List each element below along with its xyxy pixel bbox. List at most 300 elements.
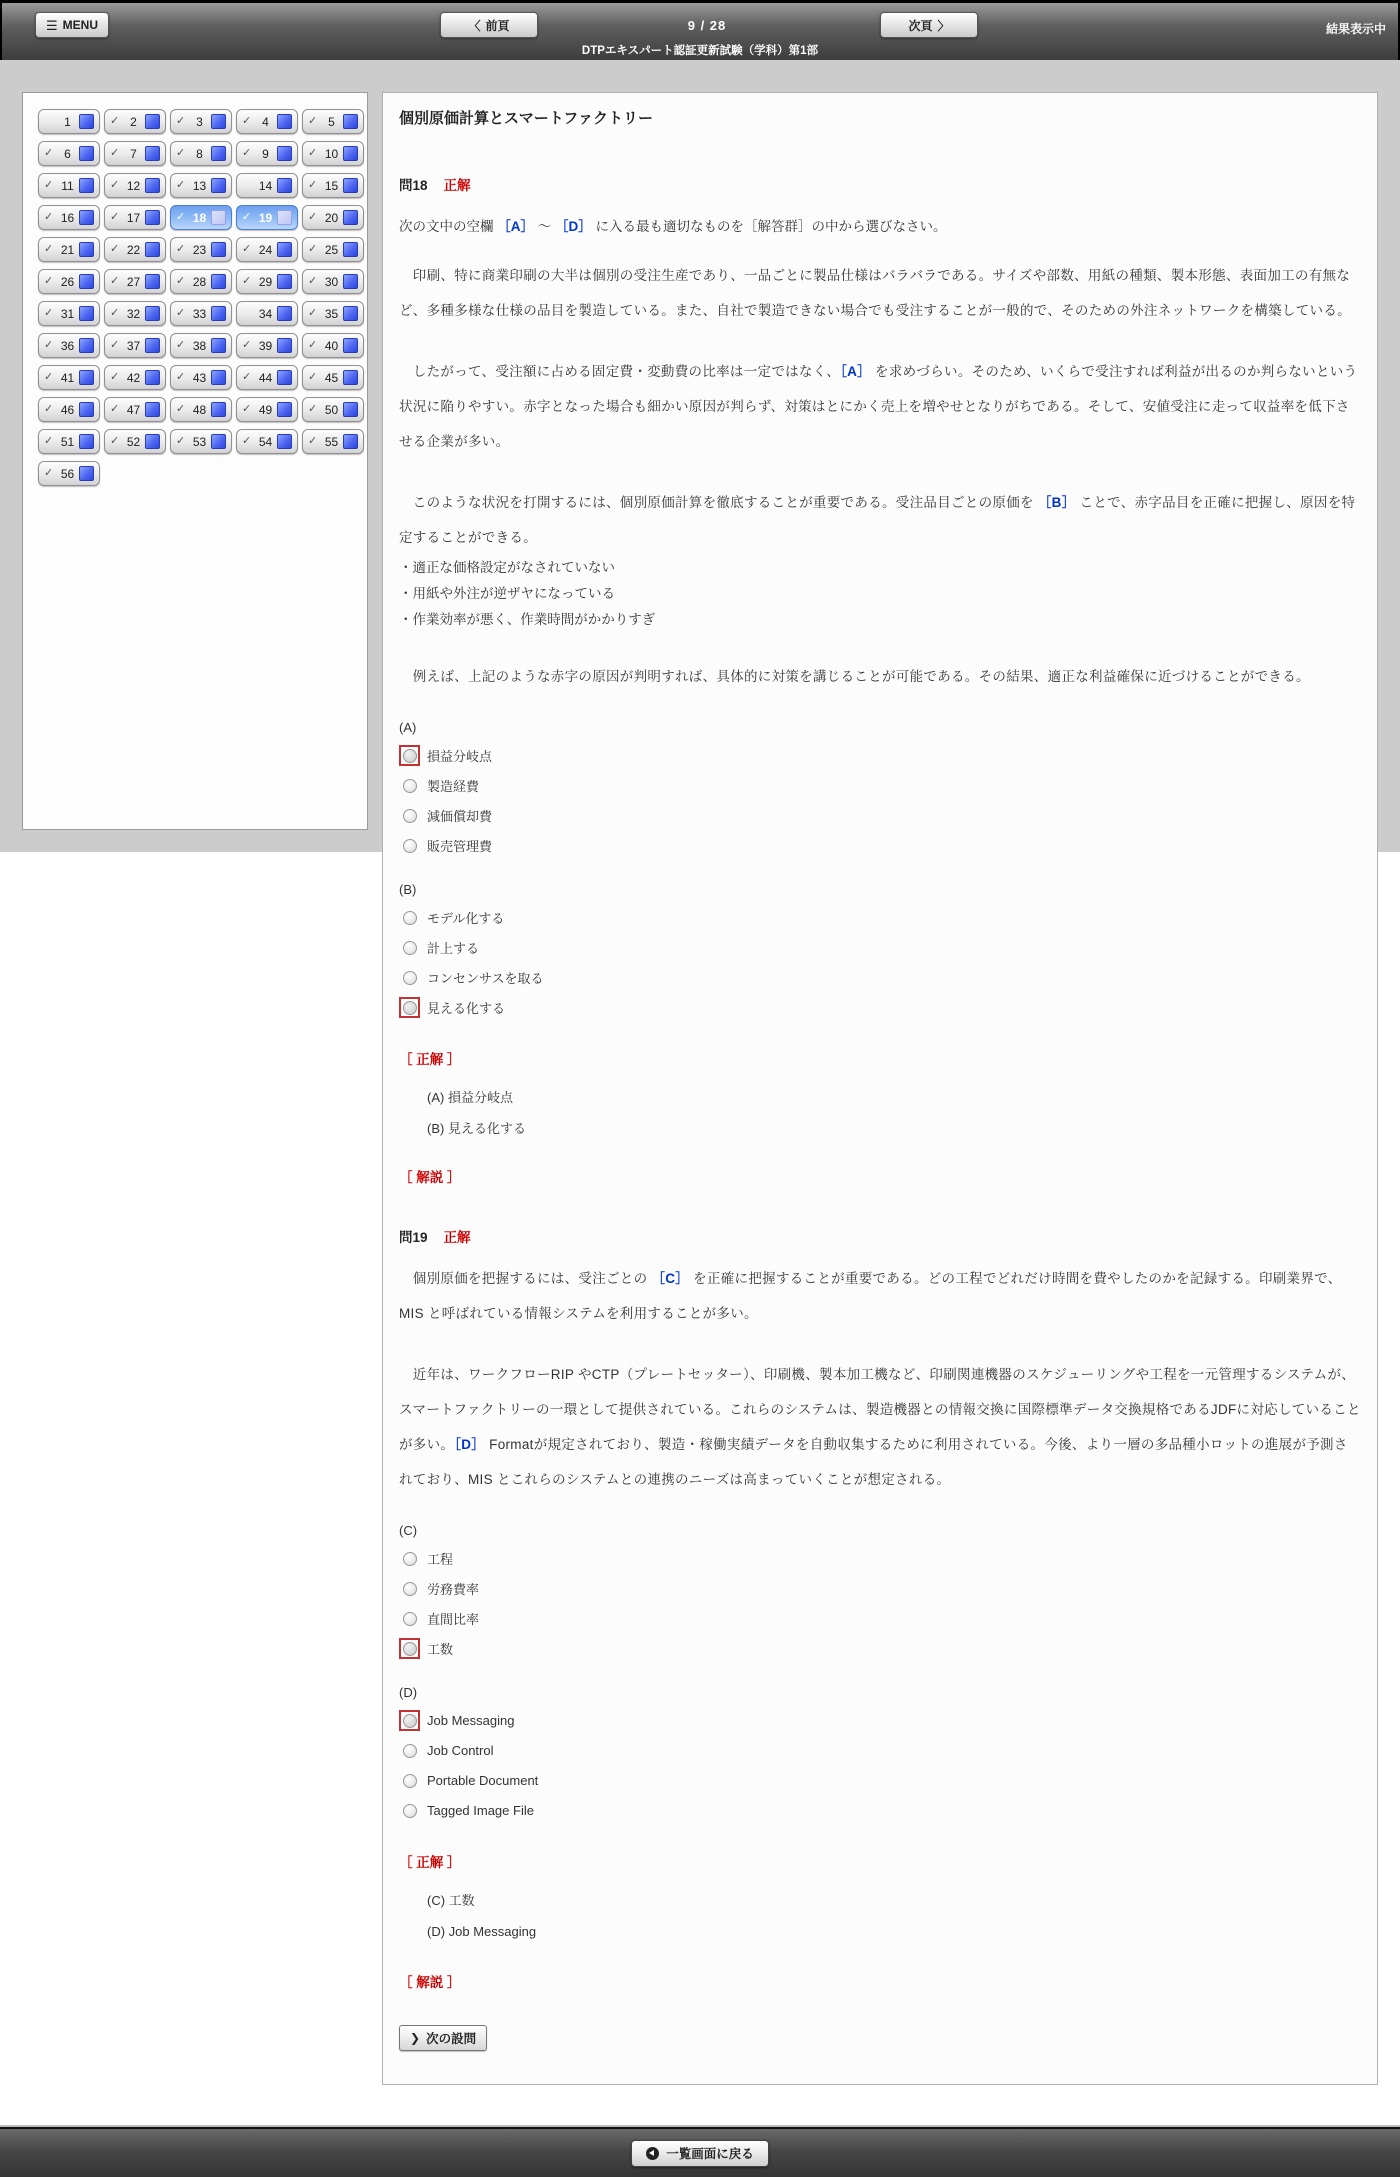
question-button-48[interactable] — [170, 397, 232, 422]
answer-group-b — [399, 882, 1361, 1018]
question-button-42[interactable] — [104, 365, 166, 390]
check-icon: ✓ — [308, 435, 318, 447]
text-run: を正確に把握することが重要である。どの工程でどれだけ時間を費やしたのかを記録する。印刷業界で、MIS と呼ばれている情報システムを利用することが多い。 — [399, 1271, 1342, 1321]
check-icon: ✓ — [110, 115, 120, 127]
check-icon: ✓ — [44, 147, 54, 159]
question-button-14[interactable] — [236, 173, 298, 198]
blue-square-icon — [277, 242, 292, 257]
answer-option — [399, 1800, 1361, 1821]
question-button-27[interactable] — [104, 269, 166, 294]
question-number-label: 54 — [258, 434, 273, 449]
answer-group-d — [399, 1685, 1361, 1821]
check-icon: ✓ — [308, 275, 318, 287]
radio-button[interactable] — [403, 971, 417, 985]
answer-group-c — [399, 1523, 1361, 1659]
blue-square-icon — [211, 274, 226, 289]
check-icon: ✓ — [110, 339, 120, 351]
question-number-label: 40 — [324, 338, 339, 353]
question-number-label: 20 — [324, 210, 339, 225]
prev-page-button[interactable] — [440, 12, 538, 38]
question-button-15[interactable] — [302, 173, 364, 198]
question-button-33[interactable] — [170, 301, 232, 326]
radio-button[interactable] — [403, 839, 417, 853]
blank-token: ［C］ — [651, 1271, 690, 1286]
question-button-30[interactable] — [302, 269, 364, 294]
question-number-label: 31 — [60, 306, 75, 321]
radio-button[interactable] — [403, 749, 417, 763]
blue-square-icon — [277, 338, 292, 353]
check-icon: ✓ — [176, 307, 186, 319]
check-icon: ✓ — [44, 435, 54, 447]
text-line: (D) Job Messaging — [427, 1924, 537, 1939]
question-number-label: 44 — [258, 370, 273, 385]
question-button-43[interactable] — [170, 365, 232, 390]
radio-button[interactable] — [403, 1714, 417, 1728]
text-line: ・作業効率が悪く、作業時間がかかりすぎ — [399, 612, 656, 627]
question-paragraph — [399, 1357, 1361, 1497]
question-button-7[interactable] — [104, 141, 166, 166]
question-button-52[interactable] — [104, 429, 166, 454]
question-button-54[interactable] — [236, 429, 298, 454]
blue-square-icon — [343, 274, 358, 289]
exam-title: DTPエキスパート認証更新試験（学科）第1部 — [581, 45, 819, 57]
check-icon: ✓ — [242, 275, 252, 287]
blue-square-icon — [145, 210, 160, 225]
answer-option — [399, 1740, 1361, 1761]
question-button-20[interactable] — [302, 205, 364, 230]
question-button-11[interactable] — [38, 173, 100, 198]
correct-answer-marker — [399, 1710, 420, 1731]
question-number-label: 7 — [130, 146, 137, 161]
answer-option — [399, 1710, 1361, 1731]
check-icon: ✓ — [176, 435, 186, 447]
radio-button[interactable] — [403, 1642, 417, 1656]
question-button-53[interactable] — [170, 429, 232, 454]
radio-slot — [399, 1578, 420, 1599]
question-number: 問19 — [399, 1230, 428, 1245]
question-button-32[interactable] — [104, 301, 166, 326]
radio-slot — [399, 937, 420, 958]
blue-square-icon — [145, 274, 160, 289]
question-number-label: 5 — [328, 114, 335, 129]
question-button-56[interactable] — [38, 461, 100, 486]
blue-square-icon — [343, 338, 358, 353]
question-button-34[interactable] — [236, 301, 298, 326]
question-paragraph — [399, 258, 1361, 328]
blue-square-icon — [145, 178, 160, 193]
blue-square-icon — [145, 338, 160, 353]
question-number-label: 36 — [60, 338, 75, 353]
question-number-label: 11 — [61, 178, 74, 193]
question-button-10[interactable] — [302, 141, 364, 166]
question-button-12[interactable] — [104, 173, 166, 198]
radio-slot — [399, 805, 420, 826]
blue-square-icon — [145, 242, 160, 257]
blank-token: ［D］ — [454, 1437, 486, 1452]
option-label: Job Control — [427, 1743, 494, 1758]
blue-square-icon — [79, 146, 94, 161]
question-number-label: 19 — [258, 210, 273, 225]
blue-square-icon — [343, 306, 358, 321]
correct-answer-marker — [399, 997, 420, 1018]
question-button-35[interactable] — [302, 301, 364, 326]
answer-option — [399, 967, 1361, 988]
check-icon: ✓ — [44, 211, 54, 223]
blue-square-icon — [79, 434, 94, 449]
question-button-5[interactable] — [302, 109, 364, 134]
check-icon: ✓ — [176, 371, 186, 383]
blue-square-icon — [145, 402, 160, 417]
correct-answer-lines — [399, 1082, 1361, 1144]
text-run: 印刷、特に商業印刷の大半は個別の受注生産であり、一品ごとに製品仕様はバラバラである。サイズや部数、用紙の種類、製本形態、表面加工の有無など、多種多様な仕様の品目を製造している。また、自社で製造できない場合でも受注することが一般的で、そのための外注ネットワークを構築している。 — [399, 268, 1351, 318]
question-button-22[interactable] — [104, 237, 166, 262]
check-icon: ✓ — [110, 179, 120, 191]
question-number-label: 51 — [60, 434, 75, 449]
answer-option — [399, 937, 1361, 958]
answer-option — [399, 1548, 1361, 1569]
text-line: (C) 工数 — [427, 1893, 475, 1908]
check-icon: ✓ — [242, 211, 252, 223]
text-line: (B) 見える化する — [427, 1121, 526, 1136]
question-number-label: 43 — [192, 370, 207, 385]
menu-button[interactable] — [35, 12, 109, 38]
check-icon: ✓ — [176, 115, 186, 127]
check-icon: ✓ — [308, 371, 318, 383]
check-icon: ✓ — [308, 339, 318, 351]
check-icon: ✓ — [176, 211, 186, 223]
question-number-label: 21 — [60, 242, 75, 257]
question-number-label: 30 — [324, 274, 339, 289]
question-button-1[interactable] — [38, 109, 100, 134]
question-button-51[interactable] — [38, 429, 100, 454]
question-number-label: 14 — [258, 178, 273, 193]
radio-button[interactable] — [403, 1744, 417, 1758]
radio-button[interactable] — [403, 911, 417, 925]
text-line: (A) 損益分岐点 — [427, 1090, 513, 1105]
check-icon: ✓ — [44, 243, 54, 255]
question-number-label: 34 — [258, 306, 273, 321]
question-button-39[interactable] — [236, 333, 298, 358]
blue-square-icon — [277, 274, 292, 289]
question-paragraph — [399, 659, 1361, 694]
question-button-13[interactable] — [170, 173, 232, 198]
back-to-list-label: 一覧画面に戻る — [666, 2147, 754, 2161]
blue-square-icon — [343, 210, 358, 225]
next-page-label: 次頁 — [908, 18, 933, 33]
question-paragraph — [399, 1261, 1361, 1331]
text-run: 例えば、上記のような赤字の原因が判明すれば、具体的に対策を講じることが可能である。その結果、適正な利益確保に近づけることができる。 — [399, 669, 1310, 684]
question-button-36[interactable] — [38, 333, 100, 358]
blue-square-icon — [211, 146, 226, 161]
check-icon: ✓ — [44, 467, 54, 479]
blank-token: ［A］ — [840, 364, 871, 379]
question-number-label: 25 — [324, 242, 339, 257]
text-run: に入る最も適切なものを［解答群］の中から選びなさい。 — [591, 219, 947, 234]
question-number-label: 13 — [192, 178, 207, 193]
option-label: Tagged Image File — [427, 1803, 534, 1818]
result-badge: 正解 — [443, 1230, 471, 1245]
question-button-2[interactable] — [104, 109, 166, 134]
blue-square-icon — [145, 114, 160, 129]
question-number-label: 46 — [60, 402, 75, 417]
text-run: ことで、赤字品目を正確に把握し、原因を特定することができる。 — [399, 495, 1356, 545]
chevron-right-icon: ❯ — [410, 2031, 421, 2045]
blue-square-icon — [211, 178, 226, 193]
check-icon: ✓ — [308, 211, 318, 223]
question-button-55[interactable] — [302, 429, 364, 454]
blank-token: ［A］ — [497, 219, 535, 234]
question-paragraph-with-bullets — [399, 485, 1361, 633]
question-paragraph — [399, 485, 1361, 555]
blue-square-icon — [211, 242, 226, 257]
check-icon: ✓ — [242, 435, 252, 447]
question-button-40[interactable] — [302, 333, 364, 358]
question-paragraph — [399, 354, 1361, 459]
blue-square-icon — [145, 434, 160, 449]
radio-slot — [399, 967, 420, 988]
blue-square-icon — [343, 370, 358, 385]
radio-slot — [399, 1770, 420, 1791]
main-content-panel — [382, 92, 1378, 2085]
blue-square-icon — [79, 210, 94, 225]
blue-square-icon — [343, 114, 358, 129]
answer-option — [399, 775, 1361, 796]
blue-square-icon — [145, 146, 160, 161]
question-button-41[interactable] — [38, 365, 100, 390]
question-button-29[interactable] — [236, 269, 298, 294]
question-number-label: 29 — [258, 274, 273, 289]
check-icon: ✓ — [44, 179, 54, 191]
check-icon: ✓ — [110, 307, 120, 319]
check-icon: ✓ — [44, 339, 54, 351]
check-icon: ✓ — [110, 243, 120, 255]
question-number: 問18 — [399, 178, 428, 193]
radio-button[interactable] — [403, 1804, 417, 1818]
answer-option — [399, 805, 1361, 826]
blue-square-icon — [277, 402, 292, 417]
blue-square-icon — [211, 114, 226, 129]
text-run: ～ — [534, 219, 556, 234]
answer-group-label: (B) — [399, 882, 417, 897]
question-button-47[interactable] — [104, 397, 166, 422]
check-icon: ✓ — [44, 403, 54, 415]
blue-square-icon — [343, 434, 358, 449]
question-button-19[interactable] — [236, 205, 298, 230]
question-button-50[interactable] — [302, 397, 364, 422]
question-button-25[interactable] — [302, 237, 364, 262]
blue-square-icon — [211, 306, 226, 321]
check-icon: ✓ — [242, 371, 252, 383]
question-button-44[interactable] — [236, 365, 298, 390]
question-number-label: 53 — [192, 434, 207, 449]
option-label: 労務費率 — [427, 1582, 480, 1597]
question-number-label: 23 — [192, 242, 207, 257]
blue-square-icon — [343, 178, 358, 193]
next-question-button[interactable] — [399, 2025, 487, 2051]
blue-square-icon — [79, 338, 94, 353]
blue-square-icon — [211, 370, 226, 385]
question-number-label: 32 — [126, 306, 141, 321]
check-icon: ✓ — [110, 403, 120, 415]
check-icon: ✓ — [242, 403, 252, 415]
question-button-6[interactable] — [38, 141, 100, 166]
radio-slot — [399, 1608, 420, 1629]
check-icon: ✓ — [242, 147, 252, 159]
option-label: 工数 — [427, 1642, 454, 1657]
check-icon: ✓ — [176, 275, 186, 287]
page-indicator: 9 / 28 — [687, 18, 727, 33]
radio-button[interactable] — [403, 1552, 417, 1566]
question-number-label: 18 — [192, 210, 207, 225]
question-18-header — [399, 174, 1361, 195]
question-number-label: 9 — [262, 146, 269, 161]
check-icon: ✓ — [308, 243, 318, 255]
hamburger-icon: ☰ — [46, 17, 58, 33]
question-button-16[interactable] — [38, 205, 100, 230]
blue-square-icon — [145, 306, 160, 321]
back-to-list-button[interactable] — [631, 2140, 769, 2167]
question-button-4[interactable] — [236, 109, 298, 134]
blue-square-icon — [277, 370, 292, 385]
check-icon: ✓ — [308, 115, 318, 127]
question-button-37[interactable] — [104, 333, 166, 358]
check-icon: ✓ — [176, 339, 186, 351]
blue-square-icon — [79, 242, 94, 257]
correct-answer-title: ［ 正解 ］ — [399, 1855, 461, 1870]
radio-button[interactable] — [403, 779, 417, 793]
check-icon: ✓ — [308, 307, 318, 319]
option-label: コンセンサスを取る — [427, 971, 544, 986]
answer-group-label: (D) — [399, 1685, 418, 1700]
question-instruction — [399, 209, 1361, 244]
question-number-label: 27 — [126, 274, 141, 289]
question-button-18[interactable] — [170, 205, 232, 230]
radio-button[interactable] — [403, 1582, 417, 1596]
blue-square-icon — [79, 114, 94, 129]
option-label: モデル化する — [427, 911, 505, 926]
question-number-label: 24 — [258, 242, 273, 257]
blue-square-icon — [277, 306, 292, 321]
question-button-17[interactable] — [104, 205, 166, 230]
radio-slot — [399, 835, 420, 856]
blue-square-icon — [343, 402, 358, 417]
question-button-3[interactable] — [170, 109, 232, 134]
question-number-label: 15 — [324, 178, 339, 193]
chevron-left-icon: 〈 — [468, 18, 481, 33]
question-button-9[interactable] — [236, 141, 298, 166]
text-line: ・適正な価格設定がなされていない — [399, 560, 615, 575]
question-button-31[interactable] — [38, 301, 100, 326]
check-icon: ✓ — [176, 147, 186, 159]
question-number-label: 17 — [126, 210, 141, 225]
question-button-28[interactable] — [170, 269, 232, 294]
question-number-label: 1 — [64, 114, 71, 129]
correct-answer-lines — [399, 1885, 1361, 1947]
radio-button[interactable] — [403, 941, 417, 955]
question-number-label: 56 — [60, 466, 75, 481]
check-icon: ✓ — [308, 179, 318, 191]
text-run: したがって、受注額に占める固定費・変動費の比率は一定ではなく、 — [399, 364, 841, 379]
question-grid — [23, 93, 367, 486]
question-number-label: 12 — [126, 178, 141, 193]
question-button-38[interactable] — [170, 333, 232, 358]
option-label: 直間比率 — [427, 1612, 480, 1627]
question-19-header — [399, 1226, 1361, 1247]
explanation-title: ［ 解説 ］ — [399, 1170, 461, 1185]
text-run: 近年は、ワークフローRIP やCTP（プレートセッター）、印刷機、製本加工機など、印刷関連機器のスケジューリングや工程を一元管理するシステムが、スマートファクトリーの一環として提供されている。これらのシステムは、製造機器との情報交換に国際標準データ交換規格であるJDFに対応していることが多い。 — [399, 1367, 1361, 1452]
blue-square-icon — [277, 114, 292, 129]
correct-answer-marker — [399, 745, 420, 766]
question-button-49[interactable] — [236, 397, 298, 422]
option-label: 工程 — [427, 1552, 454, 1567]
chevron-right-icon: 〉 — [937, 18, 950, 33]
status-text: 結果表示中 — [1325, 22, 1386, 36]
check-icon: ✓ — [110, 211, 120, 223]
blue-square-icon — [79, 402, 94, 417]
next-page-button[interactable] — [880, 12, 978, 38]
question-button-23[interactable] — [170, 237, 232, 262]
blue-square-icon — [277, 178, 292, 193]
question-number-label: 22 — [126, 242, 141, 257]
radio-button[interactable] — [403, 1001, 417, 1015]
check-icon: ✓ — [242, 115, 252, 127]
blank-token: ［B］ — [1037, 495, 1076, 510]
question-button-21[interactable] — [38, 237, 100, 262]
text-run: Formatが規定されており、製造・稼働実績データを自動収集するために利用されている。今後、より一層の多品種小ロットの進展が予測されており、MIS とこれらのシステムとの連携のニーズは高まっていくことが想定される。 — [399, 1437, 1348, 1487]
radio-button[interactable] — [403, 1612, 417, 1626]
question-button-8[interactable] — [170, 141, 232, 166]
correct-answer-block — [399, 1048, 1361, 1144]
check-icon: ✓ — [308, 403, 318, 415]
question-number-label: 2 — [130, 114, 137, 129]
check-icon: ✓ — [44, 275, 54, 287]
answer-option — [399, 1638, 1361, 1659]
check-icon: ✓ — [242, 243, 252, 255]
radio-button[interactable] — [403, 809, 417, 823]
blue-square-icon — [145, 370, 160, 385]
correct-answer-marker — [399, 1638, 420, 1659]
blue-square-icon — [277, 146, 292, 161]
radio-slot — [399, 1548, 420, 1569]
question-button-46[interactable] — [38, 397, 100, 422]
check-icon: ✓ — [308, 147, 318, 159]
question-number-label: 26 — [60, 274, 75, 289]
blue-square-icon — [79, 466, 94, 481]
blue-square-icon — [343, 146, 358, 161]
radio-button[interactable] — [403, 1774, 417, 1788]
answer-option — [399, 907, 1361, 928]
blue-square-icon — [79, 178, 94, 193]
question-button-24[interactable] — [236, 237, 298, 262]
answer-option — [399, 1608, 1361, 1629]
question-number-label: 6 — [64, 146, 71, 161]
answer-option — [399, 745, 1361, 766]
bullet-list — [399, 555, 1361, 633]
question-number-label: 42 — [126, 370, 141, 385]
question-button-26[interactable] — [38, 269, 100, 294]
blue-square-icon — [343, 242, 358, 257]
check-icon: ✓ — [176, 179, 186, 191]
blue-square-icon — [211, 338, 226, 353]
text-run: を求めづらい。そのため、いくらで受注すれば利益が出るのか判らないという状況に陥りやすい。赤字となった場合も細かい原因が判らず、対策はとにかく売上を増やせとなりがちである。そして、安値受注に走って収益率を低下させる企業が多い。 — [399, 364, 1358, 449]
question-button-45[interactable] — [302, 365, 364, 390]
answer-option — [399, 997, 1361, 1018]
option-label: Job Messaging — [427, 1713, 515, 1728]
question-number-label: 50 — [324, 402, 339, 417]
answer-option — [399, 835, 1361, 856]
option-label: 損益分岐点 — [427, 749, 493, 764]
option-label: 計上する — [427, 941, 480, 956]
